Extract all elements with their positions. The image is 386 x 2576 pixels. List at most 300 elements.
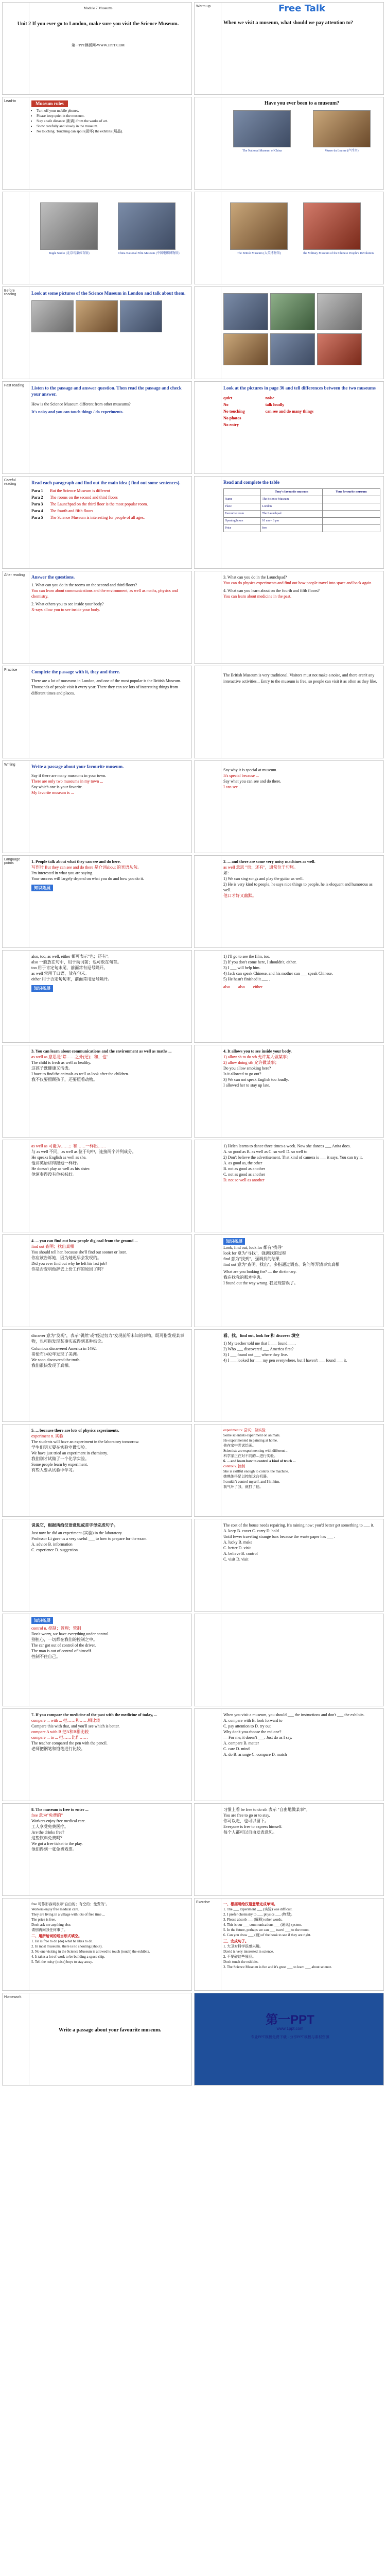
photo-caption: Bugle Stadio (北京鸟巢体育馆) xyxy=(49,252,90,255)
exercise-line: The cost of the house needs repairing. It's raining now; you'd better get something to ___ it. xyxy=(223,1523,375,1528)
slide-language-4[interactable] xyxy=(194,950,384,1043)
language-line: find out 查明；找出真相 xyxy=(31,1244,75,1249)
difference-item: can see and do many things xyxy=(265,409,314,414)
slide-after-reading-2[interactable] xyxy=(194,571,384,664)
table-cell xyxy=(322,511,380,518)
language-line: He speaks English as well as she. xyxy=(31,1155,86,1160)
language-line: 有些人要从试验中学习。 xyxy=(31,1468,77,1472)
language-line: Your success will largely depend on what you do and how you do it. xyxy=(31,876,144,881)
slide-exercise-1[interactable] xyxy=(194,1898,384,1991)
slide-side-label xyxy=(195,287,221,379)
slide-side-label xyxy=(3,1804,29,1895)
brand-tagline: 专业PPT模板免费下载 · 分享PPT模板与素材资源 xyxy=(251,2036,329,2039)
table-header: Tony's favourite museum xyxy=(261,489,323,496)
difference-item: talk loudly xyxy=(265,402,285,407)
slide-museum-rules[interactable] xyxy=(2,97,192,190)
language-line: You should tell her, because she'll find out sooner or later. xyxy=(31,1250,127,1255)
differences-title: Look at the pictures in page 36 and tell differences between the two museums xyxy=(223,385,376,391)
brand-url[interactable]: www.1ppt.com xyxy=(276,2026,304,2031)
knowledge-tag: 知识拓展 xyxy=(31,885,53,891)
slide-side-label: Before reading xyxy=(3,287,29,379)
language-line: as well as 意思是"除……之外(还)；和，也" xyxy=(31,1055,108,1059)
slide-side-label xyxy=(3,1235,29,1327)
exercise-line: C. care D. mind xyxy=(223,1747,250,1751)
practice-title: Complete the passage with it, they and there. xyxy=(31,669,120,674)
language-line: 他演奏得没有他妹妹好。 xyxy=(31,1172,77,1177)
language-line: Compare this with that, and you'll see which is better. xyxy=(31,1724,120,1728)
slide-after-reading-1[interactable] xyxy=(2,571,192,664)
slide-side-label xyxy=(195,382,221,473)
language-line: 他口才好又幽默。 xyxy=(223,893,256,898)
para-idea: The rooms on the second and third floors xyxy=(50,495,118,500)
brand-logo: 第一PPT xyxy=(266,2013,314,2027)
before-reading-title: Look at some pictures of the Science Museum in London and talk about them. xyxy=(31,291,186,296)
visit-question: Have you ever been to a museum? xyxy=(264,100,340,106)
slide-brand[interactable] xyxy=(194,1993,384,2086)
answer: also xyxy=(223,985,230,989)
language-line: too 用于肯定句末尾，前面常有逗号隔开。 xyxy=(31,965,108,970)
exercise-line: 1) My teacher told me that I ___ found ___. xyxy=(223,1341,296,1346)
example-line: What are you looking for? — the dictionary. xyxy=(223,1269,297,1274)
slide-side-label xyxy=(3,1899,29,1990)
list-item: • Show carefully and slowly in the museum. xyxy=(37,124,188,129)
answer: You can learn about communications and the environment, as well as maths, physics and chemistry. xyxy=(31,588,178,599)
exercise-line: 4) Jack can speak Chinese, and his mother can ___ speak Chinese. xyxy=(223,971,333,976)
exercise-line: 3) I ___ found out ___ where they live. xyxy=(223,1352,288,1357)
writing-line: It's special because ... xyxy=(223,773,259,778)
slide-before-reading[interactable] xyxy=(2,286,192,379)
exercise-line: 1. 大卫对科学很感兴趣。 xyxy=(223,1944,263,1948)
answer: also xyxy=(238,985,245,989)
language-line: as well 常用于口语，放在句末。 xyxy=(31,971,90,976)
language-line: 我们很快发现了真相。 xyxy=(31,1363,73,1368)
table-cell: The Launchpad xyxy=(261,511,323,518)
language-line: 如： xyxy=(223,871,232,875)
para-label: Para 1 xyxy=(31,488,43,493)
language-line: 控制不住自己。 xyxy=(31,1654,60,1659)
language-line: either 用于否定句句末，前面常用逗号隔开。 xyxy=(31,977,112,981)
museum-rules-heading: Museum rules xyxy=(31,100,68,107)
para-label: Para 4 xyxy=(31,509,43,513)
table-header: Your favourite museum xyxy=(322,489,380,496)
language-line: free 意为"免费的" xyxy=(31,1813,63,1818)
para-label: Para 5 xyxy=(31,515,43,520)
difference-item: quiet xyxy=(223,396,233,400)
exercise-line: 6. Can you draw ___ (画) of the book to see if they are right. xyxy=(223,1933,311,1937)
language-line: find out 意为"查明，找出"，多指通过调查、询问等弄清事实真相 xyxy=(223,1262,340,1267)
language-line: 1. People talk about what they can see and do here. xyxy=(31,859,121,864)
slide-side-label xyxy=(195,856,221,947)
exercise-line: A. do B. arrange C. compare D. match xyxy=(223,1752,287,1757)
slide-side-label: Lead-in xyxy=(3,97,29,189)
slide-side-label xyxy=(195,1235,221,1327)
language-line: 4. ... you can find out how people dig coal from the ground ... xyxy=(31,1239,138,1243)
exercise-line: 2. I prefer chemistry to ___ physics ___ (物理). xyxy=(223,1912,292,1917)
slide-language-20[interactable] xyxy=(2,1803,192,1896)
slide-language-9[interactable] xyxy=(2,1234,192,1327)
science-museum-photo xyxy=(270,333,315,365)
slide-side-label xyxy=(195,951,221,1042)
language-line: The car got out of control of the driver. xyxy=(31,1643,96,1648)
language-line: Workers enjoy free medical care. xyxy=(31,1819,86,1823)
science-museum-photo xyxy=(270,293,315,330)
slide-writing-2[interactable] xyxy=(194,760,384,853)
slide-language-16[interactable] xyxy=(194,1519,384,1612)
slide-language-14[interactable] xyxy=(194,1424,384,1517)
slide-differences[interactable] xyxy=(194,381,384,474)
language-line: 她熟练得足以控制这台机器。 xyxy=(223,1475,270,1479)
exercise-line: A. believe B. control xyxy=(223,1551,258,1556)
language-line: compare A with B 把A和B相比较 xyxy=(31,1730,89,1734)
table-cell: Price xyxy=(224,525,261,532)
british-museum-photo xyxy=(230,202,288,250)
language-line: 5. ... because there are lots of physics experiments. xyxy=(31,1428,119,1433)
footer-url: 第一PPT模板网-WWW.1PPT.COM xyxy=(71,43,125,47)
slide-side-label xyxy=(195,1519,221,1611)
rules-list xyxy=(37,108,188,134)
slide-side-label xyxy=(195,1140,221,1232)
writing-line: Say why it is special at museum. xyxy=(223,768,277,772)
language-line: They are living in a village with lots of free time ... xyxy=(31,1912,106,1917)
slide-language-21[interactable] xyxy=(194,1803,384,1896)
language-line: 习惯上看 be free to do sth 表示 "自由地做某事"。 xyxy=(223,1807,310,1812)
slide-side-label xyxy=(3,1140,29,1232)
list-item: • Stay a safe distance (距离) from the works of art. xyxy=(37,118,188,124)
fast-reading-answer: It's noisy and you can touch things / do experiments. xyxy=(31,410,124,414)
slide-side-label xyxy=(195,1425,221,1516)
slide-language-17[interactable] xyxy=(2,1614,192,1706)
science-museum-photo xyxy=(76,300,118,332)
question: 1. What can you do in the rooms on the second and third floors? xyxy=(31,583,137,587)
slide-side-label: Careful reading xyxy=(3,477,29,568)
slide-side-label xyxy=(3,1614,29,1706)
exercise-line: A. compare B. matter xyxy=(223,1741,259,1745)
slide-language-11[interactable] xyxy=(2,1329,192,1422)
homework-task: Write a passage about your favourite museum. xyxy=(58,2027,162,2033)
language-line: Did you ever find out why he left his last job? xyxy=(31,1261,108,1266)
language-line: Don't worry, we have everything under control. xyxy=(31,1632,110,1636)
exercise-line: 5. In the future, perhaps we can ___ travel ___ to the moon. xyxy=(223,1928,310,1932)
para-idea: But the Science Museum is different xyxy=(50,488,110,493)
warmup-question: When we visit a museum, what should we pay attention to? xyxy=(223,20,353,26)
slide-warmup[interactable] xyxy=(194,2,384,95)
writing-line: Say which one is your favorite. xyxy=(31,785,83,789)
question: 2. What others you to see inside your body? xyxy=(31,602,104,606)
language-line: as well 意思 "也；还有"，通常位于句尾。 xyxy=(223,865,298,870)
practice-passage: There are a lot of museums in London, and one of the most popular is the British Museum. Thousands of people visit it every year. There they can see lots of interesting things from different times and places. xyxy=(31,679,181,696)
slide-language-2[interactable] xyxy=(194,855,384,948)
free-talk-heading: Free Talk xyxy=(278,3,325,14)
science-museum-photo xyxy=(223,293,268,330)
exercise-line: Why don't you choose the red one? xyxy=(223,1730,282,1734)
exercise-line: David is very interested in science. xyxy=(223,1950,274,1954)
slide-practice[interactable] xyxy=(2,666,192,758)
slide-practice-2[interactable] xyxy=(194,666,384,758)
exercise-line: A. compare with B. look forward to xyxy=(223,1718,283,1723)
exercise-line: Professor Li gave us a very useful ___ to how to prepare for the exam. xyxy=(31,1536,148,1541)
after-reading-title: Answer the questions. xyxy=(31,574,75,580)
table-cell xyxy=(322,496,380,503)
exercise-line: C. visit D. visit xyxy=(223,1557,249,1562)
exercise-line: 1) Helen learns to dance three times a week. Now she dances ___ Anita does. xyxy=(223,1144,351,1148)
language-line: 1) allow sb to do sth 允许某人做某事； xyxy=(223,1055,291,1059)
slide-exercise-2[interactable] xyxy=(2,1898,192,1991)
slide-side-label xyxy=(195,571,221,663)
museum-table xyxy=(223,488,380,532)
list-item: • Turn off your mobile phones. xyxy=(37,108,188,113)
exercise-line: C. better D. visit xyxy=(223,1546,251,1550)
language-line: 1) We can sing songs and play the guitar as well. xyxy=(223,876,304,881)
table-cell xyxy=(322,525,380,532)
difference-item: No photos xyxy=(223,416,241,420)
writing-line: There are only two museums in my town ... xyxy=(31,779,103,784)
practice-passage: The British Museum is very traditional. Visitors must not make a noise, and there aren't any interactive activities... Entry to the museum is free, so people can visit it as often as they like. xyxy=(223,673,377,684)
exercise-line: A. lucky B. make xyxy=(223,1540,253,1545)
slide-language-13[interactable] xyxy=(2,1424,192,1517)
language-line: 学生们明天要在实验室做实验。 xyxy=(31,1445,89,1450)
language-line: 3) We can not speak English too loudly. xyxy=(223,1077,289,1082)
exercise-line: 2) Who ___ discovered ___ America first? xyxy=(223,1347,294,1351)
language-line: Don't ask me anything else. xyxy=(31,1923,72,1927)
photo-caption: the Military Museum of the Chinese People's Revolution xyxy=(303,252,374,255)
slide-museum-photos-2[interactable] xyxy=(194,192,384,284)
language-line: 6. ... and learn how to control a kind of truck ... xyxy=(223,1459,296,1463)
table-row xyxy=(224,525,380,532)
table-cell: Place xyxy=(224,503,261,511)
photo-caption: The British Museum (大英博物馆) xyxy=(237,252,281,255)
language-line: Is it allowed to go out? xyxy=(223,1072,261,1076)
language-line: 他讲英语讲得跟她一样好。 xyxy=(31,1161,81,1165)
table-title: Read and complete the table xyxy=(223,480,279,485)
language-line: I have to find the animals as well as look after the children. xyxy=(31,1072,129,1076)
writing-line: Say what you can see and do there. xyxy=(223,779,282,784)
language-line: I allowed her to stay up late. xyxy=(223,1083,270,1088)
slide-language-3[interactable] xyxy=(2,950,192,1043)
slide-side-label: Homework xyxy=(3,1993,29,2085)
difference-item: No xyxy=(223,402,229,407)
module-label: Module 7 Museums xyxy=(83,6,113,10)
para-idea: The Science Museum is interesting for people of all ages. xyxy=(50,515,145,520)
exercise-header: 三、完成句子。 xyxy=(223,1939,249,1943)
language-line: 这些饮料免费吗？ xyxy=(31,1836,64,1840)
question: 4. What can you learn about on the fourth and fifth floors? xyxy=(223,588,320,593)
difference-item: No touching xyxy=(223,409,245,414)
unit-title: Unit 2 If you ever go to London, make sure you visit the Science Museum. xyxy=(17,21,179,27)
exercise-line: 3) I ___ will help him. xyxy=(223,965,260,970)
slide-title[interactable] xyxy=(2,2,192,95)
slide-homework[interactable] xyxy=(2,1993,192,2086)
exercise-line: 4. It takes a lot of work to be building a space ship. xyxy=(31,1955,106,1959)
slide-side-label xyxy=(195,666,221,758)
exercise-line: C. not as good as another xyxy=(223,1172,265,1177)
slide-language-6[interactable] xyxy=(194,1045,384,1138)
table-cell: free xyxy=(261,525,323,532)
exercise-line: 2) Don't believe the advertisement. That kind of camera is ___ it says. You can try it. xyxy=(223,1155,363,1160)
language-line: You are free to go or to stay. xyxy=(223,1813,270,1818)
language-line: free 可作形容词表示"自由的；有空的；免费的"。 xyxy=(31,1902,110,1906)
exercise-line: 4. This is our ___ communications ___ (通讯) system. xyxy=(223,1923,302,1927)
para-idea: The Launchpad on the third floor is the most popular room. xyxy=(50,502,148,506)
slide-science-photos[interactable] xyxy=(194,286,384,379)
slide-careful-reading[interactable] xyxy=(2,476,192,569)
language-line: The students will have an experiment in the laboratory tomorrow. xyxy=(31,1439,139,1444)
language-line: 你可以走，也可以留下。 xyxy=(223,1819,269,1823)
knowledge-tag: 知识拓展 xyxy=(31,1617,53,1624)
language-line: compare ... to ... 把……比作…… xyxy=(31,1735,88,1740)
language-line: also 一般放在句中，用于动词前；也可放在句首。 xyxy=(31,960,121,964)
language-line: Scientists are experimenting with different ... xyxy=(223,1449,289,1453)
table-cell: The Science Museum xyxy=(261,496,323,503)
exercise-line: 1. The ___ experiment ___ (实验) was difficult. xyxy=(223,1907,293,1911)
slide-side-label xyxy=(3,1425,29,1516)
table-cell: Favourite room xyxy=(224,511,261,518)
exercise-line: 3. Please absorb ___ (解释) other words. xyxy=(223,1918,283,1922)
exercise-line: 2. In most museums, there is no shouting (shout). xyxy=(31,1944,103,1948)
fast-reading-title: Listen to the passage and answer question. Then read the passage and check your answer. xyxy=(31,385,182,397)
slide-language-15[interactable] xyxy=(2,1519,192,1612)
slide-side-label xyxy=(195,1804,221,1895)
writing-line: I can see ... xyxy=(223,785,242,789)
slide-side-label: Exercise xyxy=(195,1899,221,1990)
military-museum-photo xyxy=(303,202,361,250)
language-line: Some scientists experiment on animals. xyxy=(223,1433,280,1437)
language-line: 别担心，一切都在我们的控制之中。 xyxy=(31,1637,97,1642)
slide-language-5[interactable] xyxy=(2,1045,192,1138)
slide-fast-reading[interactable] xyxy=(2,381,192,474)
difference-item: noise xyxy=(265,396,274,400)
question: 3. What can you do in the Launchpad? xyxy=(223,575,287,580)
exercise-header: 二、用所给词的适当形式填空。 xyxy=(31,1934,82,1938)
slide-language-12[interactable] xyxy=(194,1329,384,1422)
language-line: experiment v. 尝试；做实验 xyxy=(223,1428,266,1432)
table-row xyxy=(224,503,380,511)
language-line: 他们得到一张免费戏票。 xyxy=(31,1847,77,1852)
slide-side-label: Practice xyxy=(3,666,29,758)
exercise-line: C. experience D. suggestion xyxy=(31,1548,78,1552)
writing-line: Say if there are many museums in your town. xyxy=(31,773,107,778)
language-line: I couldn't control myself, and I hit him. xyxy=(223,1480,280,1484)
language-line: 8. The museum is free to enter ... xyxy=(31,1807,89,1812)
language-line: 你是否查明他辞去上份工作的原因了吗？ xyxy=(31,1267,106,1272)
language-line: 我不仅要照顾孩子，还要照看动物。 xyxy=(31,1077,97,1082)
language-line: also, too, as well, either 都可表示"也；还有"。 xyxy=(31,954,112,959)
slide-writing-1[interactable] xyxy=(2,760,192,853)
language-line: 3. You can learn about communications and the environment as well as maths ... xyxy=(31,1049,172,1054)
slide-side-label xyxy=(195,192,221,284)
language-line: 哥伦布1492年发现了美洲。 xyxy=(31,1352,81,1357)
language-line: We soon discovered the truth. xyxy=(31,1358,81,1362)
para-label: Para 3 xyxy=(31,502,43,506)
language-line: look for 意为"寻找"，强调找的过程 xyxy=(223,1251,287,1256)
table-header xyxy=(224,489,261,496)
language-line: 2. ... and there are some very noisy machines as well. xyxy=(223,859,315,864)
table-cell xyxy=(322,503,380,511)
table-row xyxy=(224,511,380,518)
science-museum-photo xyxy=(317,333,362,365)
language-line: 科学家正在对不同的…进行实验。 xyxy=(223,1454,277,1458)
example-line: I found out the way wrong. 我发现错误了。 xyxy=(223,1281,299,1285)
exercise-line: 2) If you don't come here, I shouldn't, either. xyxy=(223,960,297,964)
table-cell: 10 am – 6 pm xyxy=(261,518,323,525)
slide-side-label xyxy=(195,761,221,853)
answer: either xyxy=(253,985,262,989)
language-line: discover 意为"发现"，表示"偶然"或"经过努力"发现前所未知的事物，既可指发现某事物，也可指发现某事实或得到某种结论。 xyxy=(31,1333,184,1344)
language-line: 与 as well 不同，as well as 位于句中，连接两个并列成分。 xyxy=(31,1149,136,1154)
national-museum-photo xyxy=(233,110,291,147)
exercise-title: 说说它，根据所给汉语意思或首字母完成句子。 xyxy=(31,1523,118,1528)
exercise-line: A. as good as, the other xyxy=(223,1161,262,1165)
exercise-line: When you visit a museum, you should ___ the instructions and don't ___ the exhibits. xyxy=(223,1713,365,1717)
slide-side-label xyxy=(195,1330,221,1421)
list-item: • Please keep quiet in the museum. xyxy=(37,113,188,118)
slide-table[interactable] xyxy=(194,476,384,569)
slide-side-label xyxy=(3,1519,29,1611)
slide-side-label xyxy=(195,1709,221,1801)
slide-museum-visit[interactable] xyxy=(194,97,384,190)
slide-language-10[interactable] xyxy=(194,1234,384,1327)
language-line: Do you allow smoking here? xyxy=(223,1066,271,1071)
knowledge-tag: 知识拓展 xyxy=(31,985,53,992)
exercise-line: A. so good as B. as well as C. so well D. so well to xyxy=(223,1149,308,1154)
slide-language-1[interactable] xyxy=(2,855,192,948)
science-museum-photo xyxy=(120,300,162,332)
slide-side-label xyxy=(3,951,29,1042)
language-line: The child is fresh as well as healthy. xyxy=(31,1060,91,1065)
slide-language-19[interactable] xyxy=(194,1708,384,1801)
slide-language-18[interactable] xyxy=(2,1708,192,1801)
exercise-line: 3. The Science Museum is fun and it's great ___ to learn ___ about science. xyxy=(223,1965,332,1969)
science-museum-photo xyxy=(317,293,362,330)
slide-language-7[interactable] xyxy=(2,1140,192,1232)
exercise-line: D. not so well as another xyxy=(223,1178,265,1182)
slide-side-label xyxy=(3,1709,29,1801)
exercise-line: A. keep B. cover C. carry D. hold xyxy=(223,1529,279,1533)
language-line: 你应该告诉她，因为她迟早会发现的。 xyxy=(31,1256,101,1260)
language-line: 写作时 But they can see and do there 是介词about 的宾语从句。 xyxy=(31,865,142,870)
language-line: 老师把钢笔和铅笔进行比较。 xyxy=(31,1747,85,1751)
louvre-photo xyxy=(313,110,371,147)
list-item: • No touching. Touching can spoil (损坏) the exhibits (展品). xyxy=(37,129,188,134)
table-row xyxy=(224,518,380,525)
language-line: control n. 控制；管理；管制 xyxy=(31,1626,81,1631)
exercise-line: Just now he did an experiment (实验) in the laboratory. xyxy=(31,1531,123,1535)
language-line: Columbus discovered America in 1492. xyxy=(31,1346,97,1351)
writing-line: My favorite museum is ... xyxy=(31,790,74,795)
slide-side-label xyxy=(195,97,221,189)
language-line: find 意为"找到"，强调找的结果 xyxy=(223,1257,280,1261)
language-line: experiment n. 实验 xyxy=(31,1434,63,1438)
language-line: He doesn't play as well as his sister. xyxy=(31,1166,91,1171)
language-line: 请别再问我任何事了。 xyxy=(31,1928,67,1932)
slide-side-label xyxy=(3,1330,29,1421)
slide-blank[interactable] xyxy=(194,1614,384,1706)
slide-language-8[interactable] xyxy=(194,1140,384,1232)
exercise-line: 4) I ___ looked for ___ my pen everywhere, but I haven't ___ found ___ it. xyxy=(223,1358,347,1363)
fast-reading-question: How is the Science Museum different from other museums? xyxy=(31,402,131,406)
slide-side-label: Writing xyxy=(3,761,29,853)
language-line: 这孩子既健康又活泼。 xyxy=(31,1066,73,1071)
language-line: Look, find out, look for 都有"找寻" xyxy=(223,1245,284,1250)
exercise-title: 看、找、find out, look for 和 discover 填空 xyxy=(223,1333,300,1338)
slide-side-label: Warm up xyxy=(195,3,221,94)
language-line: Workers enjoy free medical care. xyxy=(31,1907,79,1911)
exercise-line: 1) I'll go to see the film, too. xyxy=(223,954,270,959)
slide-museum-photos-1[interactable] xyxy=(2,192,192,284)
language-line: He experimented in painting at home. xyxy=(223,1438,278,1443)
language-line: The teacher compared the pen with the pencil. xyxy=(31,1741,108,1745)
slide-side-label: Language points xyxy=(3,856,29,947)
example-line: 我在找我的那本字典。 xyxy=(223,1275,265,1280)
